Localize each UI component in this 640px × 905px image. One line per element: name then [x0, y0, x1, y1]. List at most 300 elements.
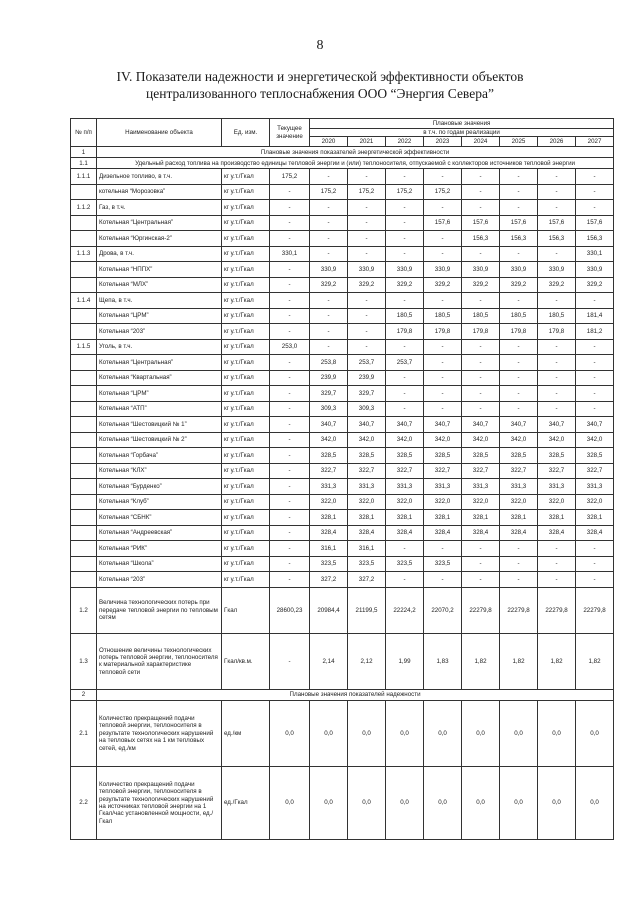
row-number: 1 [71, 147, 97, 158]
row-current-value: - [270, 633, 310, 689]
row-current-value: - [270, 525, 310, 541]
row-year-value: 340,7 [310, 417, 348, 433]
row-year-value: - [462, 200, 500, 216]
row-number: 1.1.3 [71, 246, 97, 262]
row-year-value: 175,2 [386, 184, 424, 200]
row-year-value: 328,4 [424, 525, 462, 541]
header-year: 2020 [310, 137, 348, 147]
table-row [71, 339, 614, 355]
page-title: IV. Показатели надежности и энергетической эффективности объектов централизованного теплоснабжения ООО “Энергия Севера” [116, 69, 524, 101]
row-current-value: - [270, 432, 310, 448]
row-name: Отношение величины технологических потерь тепловой энергии, теплоносителя к материальной характеристике тепловой сети [97, 633, 222, 689]
row-year-value: 1,82 [576, 633, 614, 689]
row-name: Котельная “Центральная” [97, 215, 222, 231]
row-name: Котельная “Школа” [97, 556, 222, 572]
row-year-value: - [386, 215, 424, 231]
row-year-value: - [576, 355, 614, 371]
row-number [71, 355, 97, 371]
row-year-value: - [310, 339, 348, 355]
row-year-value: - [386, 200, 424, 216]
row-year-value: - [386, 231, 424, 247]
row-unit: кг у.т./Гкал [222, 169, 270, 185]
row-year-value: 340,7 [538, 417, 576, 433]
table-row [71, 355, 614, 371]
row-year-value: - [462, 293, 500, 309]
row-current-value: - [270, 215, 310, 231]
row-year-value: - [538, 184, 576, 200]
row-year-value: - [424, 572, 462, 588]
row-year-value: 2,12 [348, 633, 386, 689]
row-year-value: 328,5 [386, 448, 424, 464]
row-year-value: - [462, 370, 500, 386]
row-year-value: 22279,8 [462, 587, 500, 633]
row-number: 1.1 [71, 158, 97, 169]
row-year-value: 328,4 [386, 525, 424, 541]
row-year-value: 323,5 [310, 556, 348, 572]
row-unit: кг у.т./Гкал [222, 355, 270, 371]
row-year-value: 0,0 [538, 700, 576, 766]
row-year-value: 322,7 [538, 463, 576, 479]
row-year-value: - [576, 572, 614, 588]
row-current-value: - [270, 231, 310, 247]
row-year-value: 330,9 [462, 262, 500, 278]
row-number [71, 262, 97, 278]
row-current-value: 253,0 [270, 339, 310, 355]
row-year-value: 331,3 [538, 479, 576, 495]
row-year-value: 156,3 [462, 231, 500, 247]
row-unit: ед./Гкал [222, 766, 270, 839]
row-current-value: - [270, 463, 310, 479]
section-title: Плановые значения показателей энергетической эффективности [97, 147, 614, 158]
row-year-value: 330,1 [576, 246, 614, 262]
row-year-value: - [348, 324, 386, 340]
row-unit: кг у.т./Гкал [222, 246, 270, 262]
header-row [71, 119, 614, 129]
row-year-value: - [424, 293, 462, 309]
row-current-value: 175,2 [270, 169, 310, 185]
row-number [71, 510, 97, 526]
table-row [71, 587, 614, 633]
table-row [71, 215, 614, 231]
row-unit: кг у.т./Гкал [222, 541, 270, 557]
row-number: 1.1.4 [71, 293, 97, 309]
header-year: 2022 [386, 137, 424, 147]
row-year-value: 330,9 [348, 262, 386, 278]
row-year-value: 327,2 [310, 572, 348, 588]
row-year-value: - [348, 231, 386, 247]
section-row [71, 158, 614, 169]
row-unit: кг у.т./Гкал [222, 215, 270, 231]
row-year-value: - [424, 541, 462, 557]
row-year-value: 340,7 [424, 417, 462, 433]
row-year-value: - [576, 293, 614, 309]
row-year-value: - [348, 246, 386, 262]
row-year-value: 157,6 [500, 215, 538, 231]
row-name: Котельная “Шестовицкий № 2” [97, 432, 222, 448]
row-current-value: - [270, 262, 310, 278]
row-year-value: - [462, 556, 500, 572]
row-year-value: 0,0 [462, 766, 500, 839]
table-row [71, 633, 614, 689]
row-year-value: 180,5 [386, 308, 424, 324]
row-year-value: - [500, 556, 538, 572]
row-year-value: - [310, 169, 348, 185]
row-current-value: 330,1 [270, 246, 310, 262]
row-year-value: - [500, 386, 538, 402]
row-year-value: - [462, 246, 500, 262]
table-row [71, 386, 614, 402]
row-unit: Гкал/кв.м. [222, 633, 270, 689]
row-unit: кг у.т./Гкал [222, 556, 270, 572]
table-row [71, 277, 614, 293]
row-year-value: 322,0 [500, 494, 538, 510]
row-name: Котельная “ЦРМ” [97, 386, 222, 402]
row-year-value: 175,2 [424, 184, 462, 200]
row-year-value: - [538, 355, 576, 371]
row-year-value: 239,9 [310, 370, 348, 386]
row-year-value: 323,5 [386, 556, 424, 572]
row-current-value: - [270, 494, 310, 510]
row-unit: кг у.т./Гкал [222, 200, 270, 216]
row-number [71, 541, 97, 557]
section-row [71, 689, 614, 700]
row-current-value: - [270, 308, 310, 324]
row-year-value: - [500, 355, 538, 371]
row-unit: кг у.т./Гкал [222, 417, 270, 433]
row-unit: кг у.т./Гкал [222, 510, 270, 526]
row-year-value: 179,8 [538, 324, 576, 340]
row-current-value: - [270, 386, 310, 402]
row-year-value: - [538, 169, 576, 185]
row-year-value: - [386, 401, 424, 417]
row-year-value: 322,7 [348, 463, 386, 479]
row-year-value: - [576, 370, 614, 386]
row-year-value: 322,7 [386, 463, 424, 479]
table-row [71, 417, 614, 433]
table-row [71, 246, 614, 262]
row-year-value: 22279,8 [576, 587, 614, 633]
row-current-value: - [270, 417, 310, 433]
row-current-value: - [270, 556, 310, 572]
row-current-value: - [270, 479, 310, 495]
row-name: Котельная “203” [97, 572, 222, 588]
row-year-value: - [424, 370, 462, 386]
table-row [71, 448, 614, 464]
row-year-value: - [462, 339, 500, 355]
row-year-value: - [500, 246, 538, 262]
table-row [71, 184, 614, 200]
row-year-value: 330,9 [576, 262, 614, 278]
row-number [71, 417, 97, 433]
row-year-value: - [310, 324, 348, 340]
row-year-value: - [576, 386, 614, 402]
row-year-value: 331,3 [348, 479, 386, 495]
row-current-value: - [270, 572, 310, 588]
indicators-table [70, 118, 614, 840]
row-year-value: 322,0 [386, 494, 424, 510]
row-year-value: - [462, 541, 500, 557]
row-name: Котельная “Юргинская-2” [97, 231, 222, 247]
row-year-value: - [424, 246, 462, 262]
header-year: 2025 [500, 137, 538, 147]
row-unit: кг у.т./Гкал [222, 277, 270, 293]
row-year-value: 157,6 [538, 215, 576, 231]
row-year-value: - [538, 572, 576, 588]
row-year-value: 342,0 [424, 432, 462, 448]
row-year-value: 0,0 [348, 766, 386, 839]
row-year-value: 340,7 [500, 417, 538, 433]
row-year-value: - [310, 308, 348, 324]
row-unit: кг у.т./Гкал [222, 463, 270, 479]
row-name: Величина технологических потерь при передаче тепловой энергии по тепловым сетям [97, 587, 222, 633]
row-year-value: - [386, 572, 424, 588]
row-year-value: 328,4 [576, 525, 614, 541]
row-current-value: - [270, 448, 310, 464]
row-name: Котельная “КЛХ” [97, 463, 222, 479]
row-current-value: - [270, 200, 310, 216]
row-year-value: 328,5 [462, 448, 500, 464]
row-year-value: 0,0 [386, 766, 424, 839]
row-number [71, 401, 97, 417]
row-year-value: 322,0 [576, 494, 614, 510]
row-unit: кг у.т./Гкал [222, 293, 270, 309]
row-name: Котельная “203” [97, 324, 222, 340]
row-unit: кг у.т./Гкал [222, 370, 270, 386]
row-unit: кг у.т./Гкал [222, 262, 270, 278]
row-year-value: - [538, 386, 576, 402]
row-unit: кг у.т./Гкал [222, 184, 270, 200]
row-number [71, 386, 97, 402]
row-number: 2 [71, 689, 97, 700]
row-year-value: - [348, 215, 386, 231]
row-number [71, 432, 97, 448]
row-unit: кг у.т./Гкал [222, 432, 270, 448]
row-year-value: - [348, 308, 386, 324]
row-name: Количество прекращений подачи тепловой энергии, теплоносителя в результате технологических нарушений на тепловых сетях на 1 км тепловых сетей, ед./км [97, 700, 222, 766]
row-unit: кг у.т./Гкал [222, 386, 270, 402]
row-year-value: 322,0 [538, 494, 576, 510]
row-year-value: - [538, 293, 576, 309]
row-number [71, 184, 97, 200]
table-row [71, 200, 614, 216]
row-year-value: - [386, 541, 424, 557]
row-year-value: - [576, 541, 614, 557]
row-year-value: 329,7 [348, 386, 386, 402]
row-year-value: - [576, 556, 614, 572]
row-year-value: 340,7 [462, 417, 500, 433]
table-row [71, 556, 614, 572]
row-year-value: 156,3 [576, 231, 614, 247]
row-year-value: - [424, 386, 462, 402]
table-row [71, 324, 614, 340]
row-year-value: 253,8 [310, 355, 348, 371]
row-year-value: 181,4 [576, 308, 614, 324]
header-planned: Плановые значения [310, 119, 614, 129]
table-row [71, 262, 614, 278]
row-year-value: 329,2 [424, 277, 462, 293]
row-year-value: 0,0 [348, 700, 386, 766]
row-year-value: 329,2 [386, 277, 424, 293]
row-year-value: 253,7 [348, 355, 386, 371]
row-name: Котельная “РИК” [97, 541, 222, 557]
row-year-value: - [500, 541, 538, 557]
row-year-value: 0,0 [310, 766, 348, 839]
row-year-value: - [348, 339, 386, 355]
row-name: котельная “Морозовка” [97, 184, 222, 200]
row-year-value: 181,2 [576, 324, 614, 340]
row-year-value: 328,1 [348, 510, 386, 526]
row-number [71, 277, 97, 293]
row-year-value: 0,0 [576, 700, 614, 766]
row-name: Котельная “ЦРМ” [97, 308, 222, 324]
row-year-value: 340,7 [348, 417, 386, 433]
row-name: Уголь, в т.ч. [97, 339, 222, 355]
row-current-value: - [270, 324, 310, 340]
row-year-value: - [500, 169, 538, 185]
row-year-value: 323,5 [348, 556, 386, 572]
row-current-value: - [270, 277, 310, 293]
row-year-value: 20984,4 [310, 587, 348, 633]
row-year-value: 1,82 [462, 633, 500, 689]
row-year-value: 342,0 [462, 432, 500, 448]
row-year-value: 322,7 [462, 463, 500, 479]
row-year-value: 309,3 [310, 401, 348, 417]
header-name: Наименование объекта [97, 119, 222, 147]
row-year-value: 322,0 [424, 494, 462, 510]
row-year-value: 328,1 [576, 510, 614, 526]
header-unit: Ед. изм. [222, 119, 270, 147]
row-year-value: 156,3 [538, 231, 576, 247]
row-unit: кг у.т./Гкал [222, 401, 270, 417]
row-year-value: 331,3 [500, 479, 538, 495]
row-year-value: - [576, 169, 614, 185]
row-number [71, 215, 97, 231]
row-year-value: - [576, 339, 614, 355]
row-unit: кг у.т./Гкал [222, 339, 270, 355]
row-year-value: - [310, 293, 348, 309]
table-row [71, 700, 614, 766]
row-current-value: - [270, 401, 310, 417]
row-year-value: 157,6 [462, 215, 500, 231]
row-year-value: 342,0 [500, 432, 538, 448]
row-year-value: 309,3 [348, 401, 386, 417]
row-year-value: 180,5 [538, 308, 576, 324]
row-year-value: - [538, 541, 576, 557]
header-year: 2024 [462, 137, 500, 147]
row-year-value: - [538, 370, 576, 386]
row-number [71, 463, 97, 479]
table-row [71, 510, 614, 526]
row-current-value: 0,0 [270, 700, 310, 766]
row-year-value: 0,0 [424, 700, 462, 766]
page-number: 8 [316, 38, 324, 53]
row-year-value: 22279,8 [500, 587, 538, 633]
row-year-value: 329,2 [538, 277, 576, 293]
row-year-value: - [462, 401, 500, 417]
header-year: 2023 [424, 137, 462, 147]
table-row [71, 308, 614, 324]
header-year: 2026 [538, 137, 576, 147]
row-year-value: - [500, 200, 538, 216]
row-year-value: 328,1 [500, 510, 538, 526]
row-year-value: - [500, 572, 538, 588]
header-num: № п/п [71, 119, 97, 147]
row-year-value: 180,5 [424, 308, 462, 324]
row-unit: кг у.т./Гкал [222, 231, 270, 247]
row-unit: кг у.т./Гкал [222, 494, 270, 510]
row-year-value: 328,4 [462, 525, 500, 541]
row-year-value: 328,5 [310, 448, 348, 464]
row-year-value: 342,0 [310, 432, 348, 448]
row-year-value: 342,0 [538, 432, 576, 448]
row-year-value: - [348, 169, 386, 185]
row-year-value: 329,2 [462, 277, 500, 293]
row-year-value: - [424, 339, 462, 355]
row-current-value: - [270, 293, 310, 309]
row-year-value: 0,0 [386, 700, 424, 766]
row-year-value: 329,2 [500, 277, 538, 293]
row-year-value: 1,82 [500, 633, 538, 689]
row-number [71, 525, 97, 541]
row-year-value: 0,0 [500, 766, 538, 839]
header-year: 2021 [348, 137, 386, 147]
row-year-value: - [538, 339, 576, 355]
row-year-value: - [500, 184, 538, 200]
table-row [71, 293, 614, 309]
row-year-value: 340,7 [386, 417, 424, 433]
table-row [71, 766, 614, 839]
row-number: 2.1 [71, 700, 97, 766]
table-body [71, 119, 614, 840]
row-number [71, 572, 97, 588]
row-name: Котельная “АТП” [97, 401, 222, 417]
row-year-value: 175,2 [348, 184, 386, 200]
row-year-value: 0,0 [538, 766, 576, 839]
row-year-value: 331,3 [576, 479, 614, 495]
row-year-value: - [386, 386, 424, 402]
row-number: 2.2 [71, 766, 97, 839]
row-year-value: - [386, 169, 424, 185]
section-row [71, 147, 614, 158]
row-year-value: 0,0 [576, 766, 614, 839]
table-row [71, 432, 614, 448]
table-row [71, 401, 614, 417]
row-year-value: 157,6 [424, 215, 462, 231]
row-year-value: - [310, 215, 348, 231]
row-year-value: 340,7 [576, 417, 614, 433]
row-number: 1.1.1 [71, 169, 97, 185]
row-year-value: 342,0 [348, 432, 386, 448]
row-year-value: - [424, 231, 462, 247]
row-year-value: 331,3 [424, 479, 462, 495]
row-year-value: 328,4 [500, 525, 538, 541]
row-year-value: - [310, 246, 348, 262]
row-name: Котельная “СБНК” [97, 510, 222, 526]
row-current-value: - [270, 510, 310, 526]
header-planned-sub: в т.ч. по годам реализации [310, 129, 614, 137]
row-year-value: 322,0 [462, 494, 500, 510]
row-name: Котельная “Шестовицкий № 1” [97, 417, 222, 433]
row-year-value: 329,2 [348, 277, 386, 293]
row-year-value: 329,7 [310, 386, 348, 402]
row-number [71, 324, 97, 340]
row-year-value: - [386, 246, 424, 262]
row-year-value: 21199,5 [348, 587, 386, 633]
row-name: Котельная “Андреевская” [97, 525, 222, 541]
row-year-value: - [424, 355, 462, 371]
table-row [71, 370, 614, 386]
row-year-value: - [538, 246, 576, 262]
